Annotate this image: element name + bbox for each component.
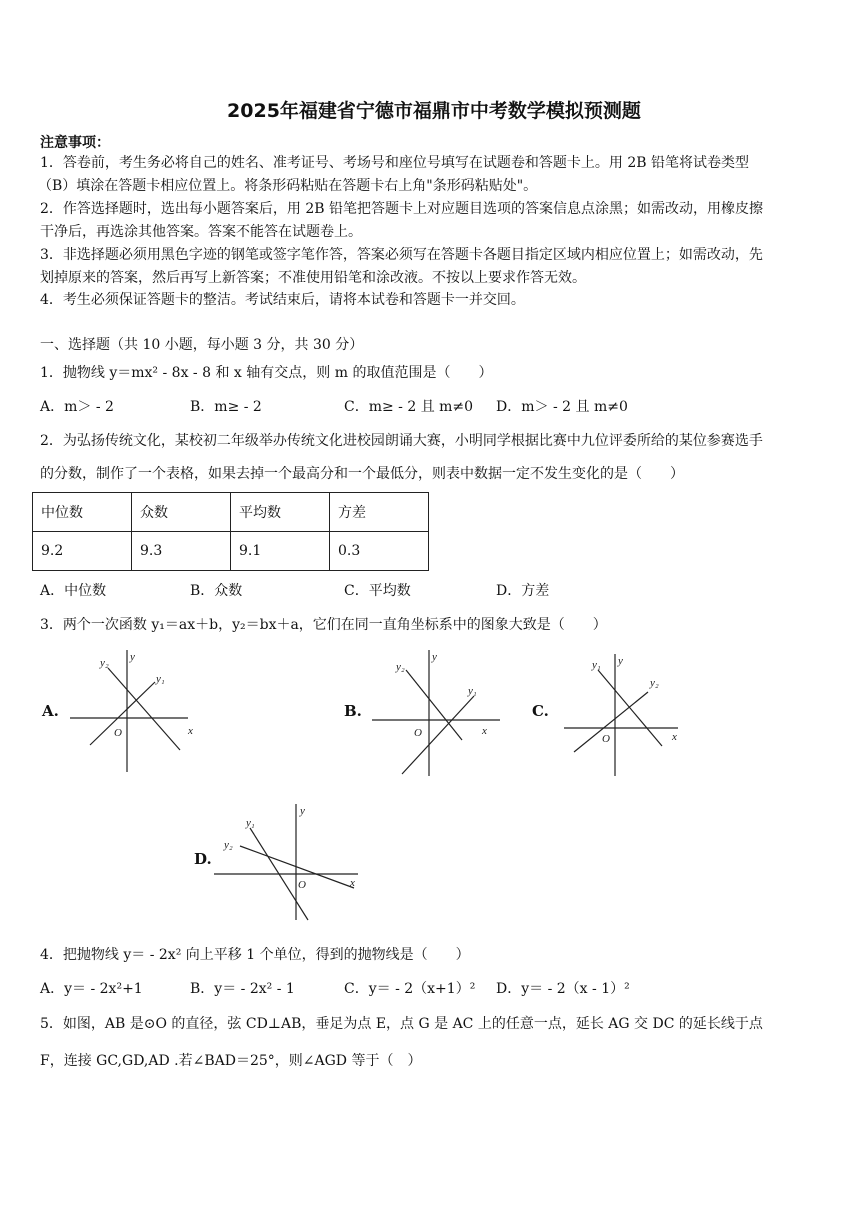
q2-option-b: B．众数: [190, 583, 243, 599]
notice-line: 干净后，再选涂其他答案。答案不能答在试题卷上。: [40, 224, 362, 240]
axis-label-y: y: [300, 805, 305, 817]
graph-line-y1: [90, 682, 155, 745]
q3-option-b-label: B.: [344, 702, 362, 720]
q4-option-c: C．y＝ - 2（x+1）²: [344, 981, 476, 997]
q5-stem: 5．如图，AB 是⊙O 的直径，弦 CD⊥AB，垂足为点 E，点 G 是 AC 上的任意一点，延长 AG 交 DC 的延长线于点: [40, 1016, 763, 1032]
score-table: [32, 492, 429, 571]
notice-line: 3．非选择题必须用黑色字迹的钢笔或签字笔作答，答案必须写在答题卡各题目指定区域内相应位置上；如需改动，先: [40, 247, 763, 263]
table-header-cell: 中位数: [33, 493, 132, 532]
q1-option-a: A．m＞ - 2: [40, 399, 114, 415]
line-label-y2: y₂: [396, 661, 405, 673]
line-label-y1: y₁: [468, 685, 477, 697]
notice-heading: 注意事项：: [40, 135, 110, 151]
table-header-cell: 众数: [132, 493, 231, 532]
line-label-y1: y₁: [246, 817, 255, 829]
graph-line-y2: [574, 692, 648, 752]
notice-line: （B）填涂在答题卡相应位置上。将条形码粘贴在答题卡右上角"条形码粘贴处"。: [38, 178, 538, 194]
q2-option-d: D．方差: [496, 583, 550, 599]
q3-stem: 3．两个一次函数 y₁＝ax＋b，y₂＝bx＋a，它们在同一直角坐标系中的图象大致是（ ）: [40, 617, 607, 633]
line-label-y1: y₁: [156, 673, 165, 685]
q3-graph-d: [214, 802, 364, 922]
line-label-y2: y₂: [224, 839, 233, 851]
q4-stem: 4．把抛物线 y＝ - 2x² 向上平移 1 个单位，得到的抛物线是（ ）: [40, 947, 470, 963]
line-label-y2: y₂: [650, 677, 659, 689]
axis-label-y: y: [432, 651, 437, 663]
q3-option-d-label: D.: [194, 850, 212, 868]
axis-label-x: x: [350, 877, 355, 889]
table-header-cell: 方差: [330, 493, 429, 532]
q1-option-d: D．m＞ - 2 且 m≠0: [496, 399, 628, 415]
table-cell: 0.3: [330, 532, 429, 571]
table-row: [33, 532, 429, 571]
axis-label-x: x: [672, 731, 677, 743]
q2-stem: 2．为弘扬传统文化，某校初二年级举办传统文化进校园朗诵大赛，小明同学根据比赛中九位评委所给的某位参赛选手: [40, 433, 763, 449]
origin-label: O: [602, 733, 610, 745]
q3-option-c-label: C.: [532, 702, 549, 720]
q2-option-c: C．平均数: [344, 583, 411, 599]
q2-stem: 的分数，制作了一个表格，如果去掉一个最高分和一个最低分，则表中数据一定不发生变化的是（ ）: [40, 466, 684, 482]
q1-stem: 1．抛物线 y＝mx² - 8x - 8 和 x 轴有交点，则 m 的取值范围是（ ）: [40, 365, 493, 381]
line-label-y1: y₁: [592, 659, 601, 671]
q3-graph-a: [70, 648, 200, 774]
q1-option-b: B．m≥ - 2: [190, 399, 262, 415]
axis-label-x: x: [482, 725, 487, 737]
notice-line: 2．作答选择题时，选出每小题答案后，用 2B 铅笔把答题卡上对应题目选项的答案信息点涂黑；如需改动，用橡皮擦: [40, 201, 763, 217]
q4-option-a: A．y＝ - 2x²+1: [40, 981, 143, 997]
q4-option-d: D．y＝ - 2（x - 1）²: [496, 981, 630, 997]
origin-label: O: [114, 727, 122, 739]
graph-line-y1: [402, 696, 474, 774]
q3-graph-b: [372, 648, 502, 778]
line-label-y2: y₂: [100, 657, 109, 669]
table-header-cell: 平均数: [231, 493, 330, 532]
notice-line: 划掉原来的答案，然后再写上新答案；不准使用铅笔和涂改液。不按以上要求作答无效。: [40, 270, 586, 286]
graph-line-y2: [240, 846, 354, 888]
q5-stem: F，连接 GC,GD,AD .若∠BAD＝25°，则∠AGD 等于（ ）: [40, 1053, 422, 1069]
table-cell: 9.2: [33, 532, 132, 571]
axis-label-y: y: [130, 651, 135, 663]
q3-option-a-label: A.: [42, 702, 59, 720]
q3-graph-c: [562, 652, 682, 778]
origin-label: O: [414, 727, 422, 739]
table-cell: 9.3: [132, 532, 231, 571]
axis-label-y: y: [618, 655, 623, 667]
q4-option-b: B．y＝ - 2x² - 1: [190, 981, 295, 997]
table-cell: 9.1: [231, 532, 330, 571]
notice-line: 1．答卷前，考生务必将自己的姓名、准考证号、考场号和座位号填写在试题卷和答题卡上。用 2B 铅笔将试卷类型: [40, 155, 749, 171]
q2-option-a: A．中位数: [40, 583, 107, 599]
section-heading: 一、选择题（共 10 小题，每小题 3 分，共 30 分）: [40, 337, 364, 353]
axis-label-x: x: [188, 725, 193, 737]
paper-title: 2025年福建省宁德市福鼎市中考数学模拟预测题: [227, 100, 641, 122]
table-header-row: [33, 493, 429, 532]
notice-line: 4．考生必须保证答题卡的整洁。考试结束后，请将本试卷和答题卡一并交回。: [40, 292, 525, 308]
origin-label: O: [298, 879, 306, 891]
q1-option-c: C．m≥ - 2 且 m≠0: [344, 399, 474, 415]
